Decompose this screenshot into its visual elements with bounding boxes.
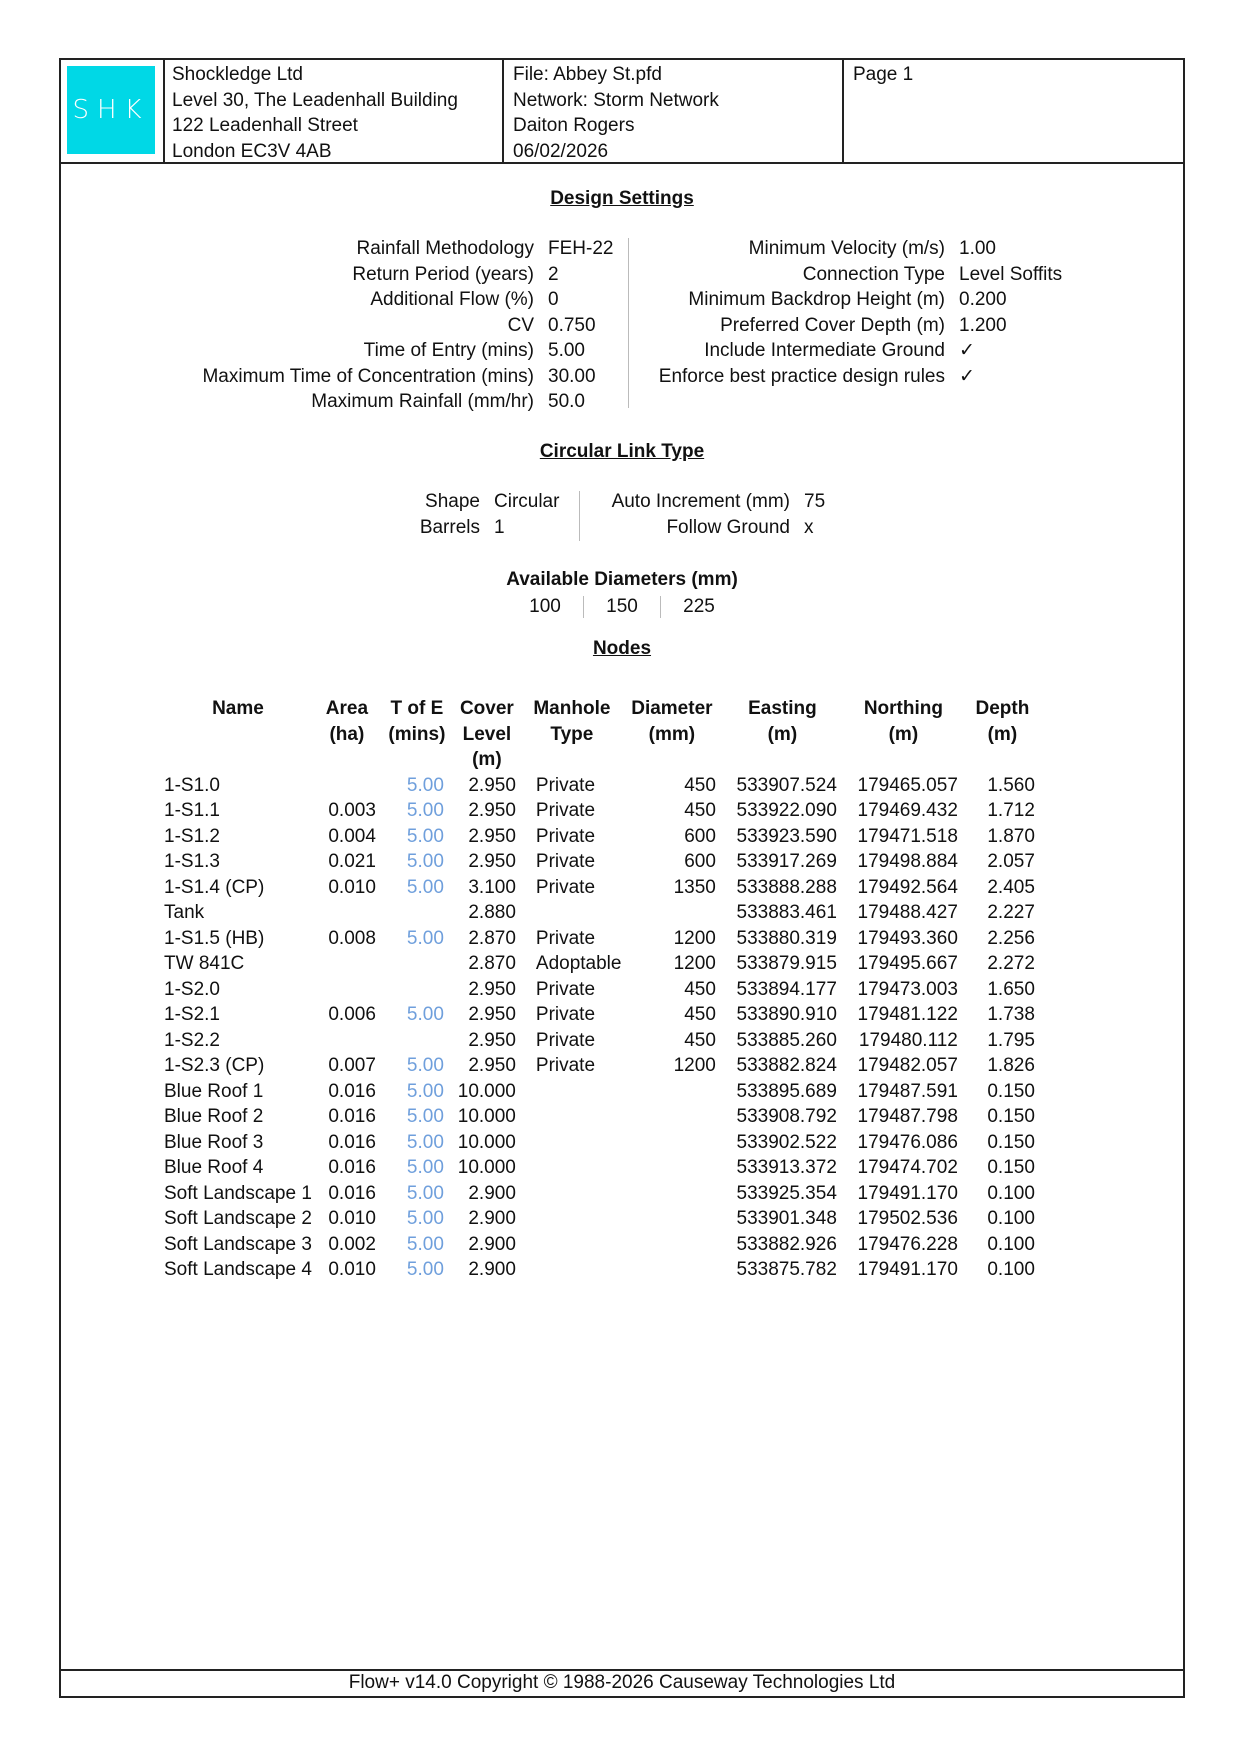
node-cell: 179487.798 [857,1106,958,1127]
node-row [164,1028,1041,1054]
node-cell: 1-S2.1 [164,1004,220,1025]
link-type-right-labels [612,489,790,540]
header-line: Northing [863,698,943,719]
node-cell: 1-S1.3 [164,851,220,872]
node-cell: 533925.354 [736,1182,837,1204]
node-cell: Soft Landscape 4 [164,1259,312,1280]
node-cell: 2.405 [987,876,1035,898]
header-line: (m) [767,723,798,745]
node-cell: 533888.288 [736,876,837,898]
setting-label: Include Intermediate Ground [704,340,945,361]
diameter-value: 225 [660,596,737,618]
setting-label: Maximum Rainfall (mm/hr) [311,391,534,412]
node-cell [522,1155,622,1181]
node-cell: 179471.518 [857,825,958,847]
report-header [61,60,1183,164]
setting-value: Level Soffits [959,263,1063,285]
setting-value: 30.00 [548,365,596,387]
diameters-title: Available Diameters (mm) [506,569,738,590]
setting-value: 1.200 [959,314,1007,336]
setting-label: Return Period (years) [352,263,534,285]
setting-label: Minimum Backdrop Height (m) [688,289,945,310]
node-cell: Private [535,876,596,898]
logo-cell [61,60,165,162]
node-cell [622,1079,722,1105]
check-icon: ✓ [959,365,975,387]
link-value: Circular [494,491,560,512]
node-cell: 179474.702 [857,1157,958,1178]
node-cell: Private [535,1055,596,1076]
node-cell [622,900,722,926]
node-cell: 2.950 [468,825,516,847]
node-cell: 179465.057 [857,774,958,796]
node-cell: 5.00 [406,876,444,898]
file-info-line: Network: Storm Network [513,89,719,111]
node-row [164,1053,1041,1079]
node-row [164,1206,1041,1232]
node-cell [382,977,452,1003]
header-line: Easting [748,698,817,719]
node-cell: 1-S1.0 [164,774,220,796]
header-line: Name [212,698,264,719]
node-cell: 0.100 [987,1182,1035,1204]
column-header [452,696,522,773]
setting-value: 5.00 [548,340,585,361]
node-cell: Soft Landscape 1 [164,1182,312,1204]
node-cell: 0.150 [987,1080,1035,1102]
node-cell: 2.950 [468,774,516,796]
node-cell: 5.00 [406,1055,444,1076]
node-cell: 179491.170 [857,1259,958,1280]
node-cell: Private [535,978,596,1000]
node-cell: 1200 [673,927,716,949]
node-cell: 0.004 [328,825,376,847]
node-cell: 533894.177 [736,978,837,1000]
node-cell: Soft Landscape 2 [164,1208,312,1229]
design-settings-title: Design Settings [550,188,694,209]
node-cell: 179487.591 [857,1080,958,1102]
node-cell: Adoptable [535,953,622,974]
node-cell [522,1181,622,1207]
node-cell: Private [535,927,596,949]
node-cell: 0.008 [328,927,376,949]
file-info-line: Daiton Rogers [513,115,635,136]
node-cell: 5.00 [406,1259,444,1280]
header-line: (mm) [648,723,696,745]
node-row [164,1104,1041,1130]
header-line: (m) [987,723,1018,745]
node-cell [622,1130,722,1156]
setting-value: FEH-22 [548,238,614,259]
column-header [522,696,622,773]
node-cell: 0.021 [328,851,376,872]
header-line: Manhole [533,698,611,719]
node-cell: Private [535,825,596,847]
node-cell: 1-S1.4 (CP) [164,876,265,898]
node-cell: 179476.228 [857,1233,958,1255]
node-cell [312,900,382,926]
node-row [164,824,1041,850]
node-cell: 533882.824 [736,1055,837,1076]
node-cell: Tank [164,902,205,923]
node-cell: 2.272 [987,953,1035,974]
node-cell: 2.950 [468,1055,516,1076]
node-cell [312,951,382,977]
node-cell: 1.795 [987,1029,1035,1051]
node-cell: 5.00 [406,1080,444,1102]
node-cell: 0.150 [987,1157,1035,1178]
node-cell [622,1206,722,1232]
link-value: x [804,516,814,538]
node-cell: 533890.910 [736,1004,837,1025]
node-cell: 2.880 [468,902,516,923]
node-cell: 533917.269 [736,851,837,872]
node-cell: 5.00 [406,825,444,847]
header-line: (m) [888,723,919,745]
link-label: Auto Increment (mm) [611,491,790,512]
node-cell: 600 [684,851,716,872]
node-cell: 5.00 [406,1131,444,1153]
link-type-title: Circular Link Type [539,441,705,462]
node-row [164,951,1041,977]
node-cell: 533880.319 [736,927,837,949]
node-row [164,875,1041,901]
node-cell: 1350 [673,876,716,898]
node-cell: 1.738 [987,1004,1035,1025]
node-cell: TW 841C [164,953,245,974]
node-cell: 1200 [673,953,716,974]
node-cell: 2.950 [468,851,516,872]
column-header [382,696,452,773]
node-cell: 2.950 [468,1029,516,1051]
node-cell: 0.100 [987,1259,1035,1280]
node-cell: 1.650 [987,978,1035,1000]
setting-label: Enforce best practice design rules [658,365,945,387]
node-cell: 450 [684,978,716,1000]
page-number-cell [844,60,1183,162]
node-cell: 533882.926 [736,1233,837,1255]
node-cell: 1.870 [987,825,1035,847]
design-settings-right-values [959,236,1062,389]
node-row [164,1130,1041,1156]
node-cell: 1.712 [987,800,1035,821]
header-line: Area [325,698,369,719]
node-cell: 2.900 [468,1259,516,1280]
node-cell: 0.016 [328,1131,376,1153]
node-row [164,1257,1041,1283]
company-line: London EC3V 4AB [172,140,332,162]
node-row [164,1079,1041,1105]
setting-value: 0.200 [959,289,1007,310]
setting-value: 0 [548,289,559,310]
column-header [312,696,382,773]
diameters-list [61,596,1183,618]
node-cell: 5.00 [406,1182,444,1204]
node-cell [522,1130,622,1156]
node-cell: 0.100 [987,1208,1035,1229]
node-cell: 1-S2.2 [164,1029,220,1051]
company-line: 122 Leadenhall Street [172,115,358,136]
node-cell: 10.000 [457,1106,516,1127]
node-cell: 2.900 [468,1233,516,1255]
node-cell: 1200 [673,1055,716,1076]
node-row [164,977,1041,1003]
node-cell [522,1257,622,1283]
node-cell: 179473.003 [857,978,958,1000]
node-cell: 2.900 [468,1182,516,1204]
node-cell: 450 [684,774,716,796]
header-line: Level [462,723,512,745]
link-value: 75 [804,491,826,512]
column-header [722,696,843,773]
node-row [164,1181,1041,1207]
node-cell: 179493.360 [857,927,958,949]
node-cell [622,1232,722,1258]
node-cell: Private [535,1029,596,1051]
design-settings-left-labels [202,236,534,415]
setting-label: Connection Type [802,263,945,285]
node-cell: 0.016 [328,1080,376,1102]
node-cell: Blue Roof 2 [164,1106,264,1127]
node-cell: Blue Roof 4 [164,1157,264,1178]
node-cell: Private [535,800,596,821]
node-cell: 0.016 [328,1182,376,1204]
node-cell: 2.870 [468,927,516,949]
node-cell: 1.560 [987,774,1035,796]
node-row [164,1002,1041,1028]
setting-label: Time of Entry (mins) [363,340,534,361]
node-cell: Private [535,1004,596,1025]
diameter-value: 150 [583,596,660,618]
node-cell: 5.00 [406,1208,444,1229]
header-line: (m) [472,749,502,770]
node-cell: 533875.782 [736,1259,837,1280]
node-cell: 533885.260 [736,1029,837,1051]
node-cell: 1-S1.1 [164,800,220,821]
node-row [164,773,1041,799]
node-cell: 2.227 [987,902,1035,923]
design-settings-right-labels [659,236,945,389]
link-label: Shape [425,491,480,512]
node-cell: 5.00 [406,774,444,796]
node-cell: 2.950 [468,1004,516,1025]
setting-label: Preferred Cover Depth (m) [720,314,945,336]
node-cell: 2.870 [468,953,516,974]
node-row [164,1155,1041,1181]
node-cell: 450 [684,1004,716,1025]
node-cell: 533907.524 [736,774,837,796]
node-cell: 1-S1.5 (HB) [164,927,265,949]
node-cell: Blue Roof 3 [164,1131,264,1153]
node-cell: Private [535,851,596,872]
header-line: Type [550,723,594,745]
company-logo: SHK [67,66,155,154]
node-cell: 179476.086 [857,1131,958,1153]
nodes-table [164,696,1041,1283]
setting-value: 1.00 [959,238,996,259]
node-row [164,900,1041,926]
node-cell: 5.00 [406,800,444,821]
node-cell: 1.826 [987,1055,1035,1076]
node-cell: 5.00 [406,1157,444,1178]
node-cell: 533883.461 [736,902,837,923]
node-cell: 0.010 [328,1259,376,1280]
node-row [164,1232,1041,1258]
node-cell: 1-S1.2 [164,825,220,847]
node-cell: 10.000 [457,1157,516,1178]
report-page [59,58,1185,1698]
node-cell: 2.256 [987,927,1035,949]
node-cell [522,1206,622,1232]
nodes-header-row [164,696,1041,773]
node-cell: 179469.432 [857,800,958,821]
column-header [843,696,964,773]
node-cell: 0.010 [328,1208,376,1229]
node-cell: 2.057 [987,851,1035,872]
node-cell: 179498.884 [857,851,958,872]
node-cell [522,1232,622,1258]
node-cell: 5.00 [406,1004,444,1025]
header-line: (mins) [388,723,446,745]
node-cell: 0.016 [328,1157,376,1178]
setting-label: Rainfall Methodology [356,238,534,259]
setting-value: 0.750 [548,314,596,336]
file-info [504,60,844,162]
header-line: (ha) [329,723,365,745]
link-type-left-values [494,489,559,540]
node-cell: Blue Roof 1 [164,1080,264,1102]
node-cell: 0.150 [987,1131,1035,1153]
column-header [164,696,312,773]
column-divider [628,238,629,408]
node-cell: 179495.667 [857,953,958,974]
node-cell: 533913.372 [736,1157,837,1178]
node-cell: Private [535,774,596,796]
node-cell: 0.150 [987,1106,1035,1127]
node-cell: 5.00 [406,1106,444,1127]
company-address [163,60,504,162]
node-cell: 0.003 [328,800,376,821]
column-header [964,696,1041,773]
node-cell: 3.100 [468,876,516,898]
node-cell: 5.00 [406,1233,444,1255]
node-cell: 179492.564 [857,876,958,898]
node-cell: 179481.122 [857,1004,958,1025]
link-label: Barrels [419,516,480,538]
link-value: 1 [494,516,505,538]
node-cell: 0.100 [987,1233,1035,1255]
node-cell: 179502.536 [857,1208,958,1229]
node-cell [312,773,382,799]
node-cell [382,900,452,926]
node-cell: 179480.112 [858,1029,958,1051]
setting-label: Maximum Time of Concentration (mins) [202,365,534,387]
node-cell: 0.006 [328,1004,376,1025]
node-cell: 2.950 [468,978,516,1000]
node-cell [622,1181,722,1207]
design-settings-left-values [548,236,613,415]
setting-value: 2 [548,263,559,285]
setting-label: Additional Flow (%) [370,289,534,310]
node-row [164,926,1041,952]
node-cell: 179488.427 [857,902,958,923]
node-cell: 179482.057 [857,1055,958,1076]
node-cell: 10.000 [457,1131,516,1153]
header-line: Depth [975,698,1030,719]
node-cell [622,1155,722,1181]
node-cell: 533902.522 [736,1131,837,1153]
node-cell: 0.007 [328,1055,376,1076]
node-cell: 533901.348 [736,1208,837,1229]
header-line: Diameter [631,698,713,719]
nodes-body [164,773,1041,1283]
node-cell [312,977,382,1003]
node-cell: 5.00 [406,851,444,872]
node-row [164,849,1041,875]
node-cell: 1-S2.3 (CP) [164,1055,265,1076]
node-cell: 533923.590 [736,825,837,847]
node-cell: 600 [684,825,716,847]
setting-label: CV [507,314,534,336]
file-info-line: 06/02/2026 [513,140,609,162]
page-number: Page 1 [853,64,914,85]
node-cell: 533895.689 [736,1080,837,1102]
node-cell: 10.000 [457,1080,516,1102]
node-cell [522,900,622,926]
node-cell: 450 [684,800,716,821]
company-line: Shockledge Ltd [172,64,303,85]
node-cell: 533922.090 [736,800,837,821]
column-header [622,696,722,773]
link-label: Follow Ground [666,516,790,538]
node-cell: Soft Landscape 3 [164,1233,312,1255]
file-info-line: File: Abbey St.pfd [513,64,662,85]
link-type-right-values [804,489,825,540]
node-cell: 533879.915 [736,953,837,974]
node-cell [522,1079,622,1105]
node-cell: 179491.170 [857,1182,958,1204]
node-cell [382,1028,452,1054]
node-cell: 0.016 [328,1106,376,1127]
node-cell: 533908.792 [736,1106,837,1127]
column-divider [579,491,580,541]
footer-copyright: Flow+ v14.0 Copyright © 1988-2026 Causeway Technologies Ltd [61,1669,1183,1696]
node-cell [522,1104,622,1130]
node-cell: 2.950 [468,800,516,821]
node-cell [622,1104,722,1130]
nodes-title: Nodes [592,638,652,659]
company-line: Level 30, The Leadenhall Building [172,89,458,111]
node-cell: 0.002 [328,1233,376,1255]
node-row [164,798,1041,824]
link-type-left-labels [420,489,480,540]
node-cell: 1-S2.0 [164,978,220,1000]
node-cell: 5.00 [406,927,444,949]
node-cell [382,951,452,977]
node-cell: 2.900 [468,1208,516,1229]
diameter-value: 100 [529,596,561,617]
setting-label: Minimum Velocity (m/s) [748,238,945,259]
node-cell [622,1257,722,1283]
node-cell: 0.010 [328,876,376,898]
header-line: T of E [390,698,444,719]
node-cell [312,1028,382,1054]
check-icon: ✓ [959,340,975,361]
header-line: Cover [459,698,514,719]
node-cell: 450 [684,1029,716,1051]
setting-value: 50.0 [548,391,585,412]
